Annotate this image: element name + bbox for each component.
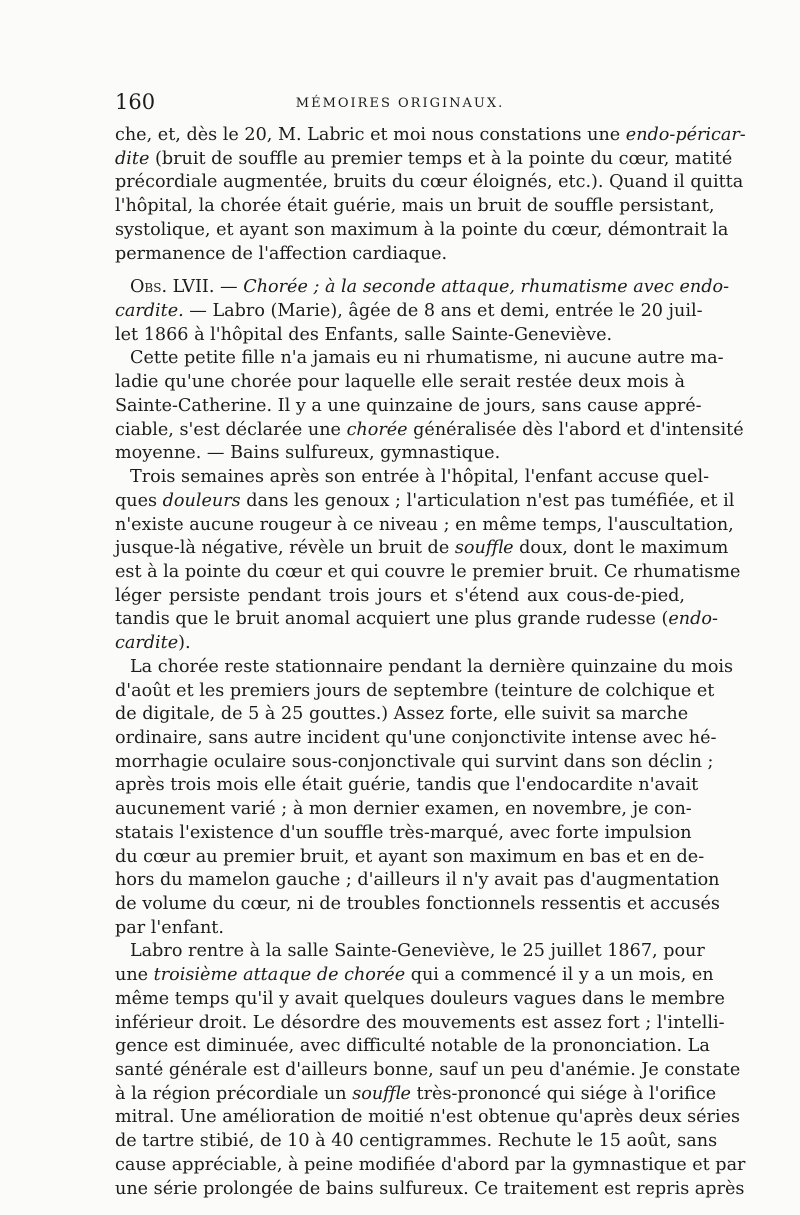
text-span: doux, dont le maximum <box>513 538 729 559</box>
text-line <box>115 1130 718 1154</box>
text-span: précordiale augmentée, bruits du cœur éloignés, etc.). Quand il quitta <box>115 172 744 193</box>
text-line <box>115 632 685 656</box>
text-span: Labro rentre à la salle Sainte-Geneviève, le 25 juillet 1867, pour <box>130 941 705 962</box>
text-span: de digitale, de 5 à 25 gouttes.) Assez forte, elle suivit sa marche <box>115 704 689 725</box>
text-span: qui a commencé il y a un mois, en <box>405 965 714 986</box>
text-span: tandis que le bruit anomal acquiert une plus grande rudesse ( <box>115 609 669 630</box>
italic-span: dite <box>115 148 150 169</box>
text-line <box>115 1012 725 1036</box>
text-span: systolique, et ayant son maximum à la pointe du cœur, démontrait la <box>115 219 729 240</box>
text-line <box>115 751 714 775</box>
text-line <box>115 1059 741 1083</box>
text-span: hors du mamelon gauche ; d'ailleurs il n'y avait pas d'augmentation <box>115 870 720 891</box>
text-line <box>115 1083 717 1107</box>
text-line <box>115 822 692 846</box>
text-span: ). <box>178 633 191 654</box>
italic-span: Chorée ; à la seconde attaque, rhumatisme avec endo- <box>243 277 730 298</box>
text-span: est à la pointe du cœur et qui couvre le premier bruit. Ce rhumatisme <box>115 561 741 582</box>
text-line <box>115 869 720 893</box>
text-span: ciable, s'est déclarée une <box>115 419 347 440</box>
text-span: permanence de l'affection cardiaque. <box>115 243 448 264</box>
text-span: ordinaire, sans autre incident qu'une conjonctivite intense avec hé- <box>115 727 717 748</box>
text-line <box>115 490 735 514</box>
italic-span: cardite. <box>115 301 184 322</box>
italic-span: cardite <box>115 633 179 654</box>
text-line <box>115 988 725 1012</box>
italic-span: souffle <box>352 1083 411 1104</box>
text-line <box>115 608 718 632</box>
text-span: La chorée reste stationnaire pendant la dernière quinzaine du mois <box>130 656 734 677</box>
text-line <box>115 300 703 324</box>
text-line <box>115 1154 746 1178</box>
text-line <box>115 442 685 466</box>
text-span: d'août et les premiers jours de septembre (teinture de colchique et <box>115 680 715 701</box>
text-line <box>115 514 734 538</box>
text-span: par l'enfant. <box>115 917 224 938</box>
text-span: inférieur droit. Le désordre des mouvements est assez fort ; l'intelli- <box>115 1012 725 1033</box>
body-text <box>115 124 746 1201</box>
text-span: (bruit de souffle au premier temps et à la pointe du cœur, matité <box>149 148 733 169</box>
text-span: de tartre stibié, de 10 à 40 centigrammes. Rechute le 15 août, sans <box>115 1131 718 1152</box>
running-title: MÉMOIRES ORIGINAUX. <box>295 96 505 111</box>
text-span: une série prolongée de bains sulfureux. Ce traitement est repris après <box>115 1178 745 1199</box>
text-line <box>115 276 730 300</box>
text-line <box>115 1106 741 1130</box>
text-line <box>115 537 729 561</box>
text-span: une <box>115 965 154 986</box>
text-line <box>115 195 715 219</box>
text-span: généralisée dès l'abord et d'intensité <box>407 419 744 440</box>
text-line <box>115 347 724 371</box>
text-line <box>115 1035 710 1059</box>
text-line <box>115 148 733 172</box>
text-span: ladie qu'une chorée pour laquelle elle serait restée deux mois à <box>115 372 685 393</box>
text-span: Cette petite fille n'a jamais eu ni rhumatisme, ni aucune autre ma- <box>130 348 724 369</box>
text-span: ques <box>115 490 163 511</box>
text-span: à la région précordiale un <box>115 1083 353 1104</box>
text-span: gence est diminuée, avec difficulté notable de la prononciation. La <box>115 1036 710 1057</box>
text-span: l'hôpital, la chorée était guérie, mais un bruit de souffle persistant, <box>115 196 715 217</box>
text-span: Obs. <box>130 277 168 298</box>
text-line <box>115 917 685 941</box>
italic-span: chorée <box>346 419 408 440</box>
text-line <box>115 774 699 798</box>
text-line <box>115 940 705 964</box>
italic-span: endo-péricar- <box>625 125 746 145</box>
paragraph-gap <box>115 266 685 276</box>
text-span: che, et, dès le 20, M. Labric et moi nous constations une <box>115 125 626 145</box>
text-line <box>115 680 715 704</box>
text-line <box>115 371 685 395</box>
text-line <box>115 1178 745 1202</box>
text-span: Sainte-Catherine. Il y a une quinzaine de jours, sans cause appré- <box>115 395 702 416</box>
page-number: 160 <box>115 90 156 114</box>
text-line <box>115 324 685 348</box>
text-line <box>115 964 714 988</box>
text-span: n'existe aucune rougeur à ce niveau ; en même temps, l'auscultation, <box>115 514 734 535</box>
text-line <box>115 395 702 419</box>
text-span: mitral. Une amélioration de moitié n'est obtenue qu'après deux séries <box>115 1107 741 1128</box>
text-line <box>115 846 705 870</box>
text-line <box>115 585 685 609</box>
text-span: let 1866 à l'hôpital des Enfants, salle Sainte-Geneviève. <box>115 324 613 345</box>
text-line <box>115 219 729 243</box>
text-line <box>115 798 692 822</box>
text-line <box>115 466 710 490</box>
text-line <box>115 656 734 680</box>
text-span: dans les genoux ; l'articulation n'est pas tuméfiée, et il <box>240 490 735 511</box>
text-span: même temps qu'il y avait quelques douleurs vagues dans le membre <box>115 988 725 1009</box>
italic-span: souffle <box>454 538 514 559</box>
text-span: moyenne. — Bains sulfureux, gymnastique. <box>115 443 501 464</box>
text-span: Trois semaines après son entrée à l'hôpital, l'enfant accuse quel- <box>130 467 710 488</box>
italic-span: endo- <box>668 609 718 630</box>
text-span: de volume du cœur, ni de troubles fonctionnels ressentis et accusés <box>115 894 720 914</box>
text-span: LVII. — <box>167 277 244 298</box>
text-span: après trois mois elle était guérie, tandis que l'endocardite n'avait <box>115 775 699 796</box>
text-span: du cœur au premier bruit, et ayant son maximum en bas et en de- <box>115 846 705 867</box>
text-span: jusque-là négative, révèle un bruit de <box>115 538 455 559</box>
text-line <box>115 243 685 267</box>
text-line <box>115 893 720 917</box>
text-span: aucunement varié ; à mon dernier examen, en novembre, je con- <box>115 799 692 820</box>
text-span: léger persiste pendant trois jours et s'étend aux cous-de-pied, <box>115 585 685 606</box>
text-line <box>115 419 744 443</box>
text-line <box>115 727 717 751</box>
page-header <box>115 90 685 116</box>
text-span: santé générale est d'ailleurs bonne, sauf un peu d'anémie. Je constate <box>115 1060 741 1081</box>
text-span: — Labro (Marie), âgée de 8 ans et demi, entrée le 20 juil- <box>183 301 703 322</box>
text-line <box>115 561 741 585</box>
text-line <box>115 124 746 148</box>
text-line <box>115 171 744 195</box>
text-line <box>115 703 689 727</box>
italic-span: troisième attaque de chorée <box>153 965 406 986</box>
text-span: statais l'existence d'un souffle très-marqué, avec forte impulsion <box>115 822 692 843</box>
text-span: morrhagie oculaire sous-conjonctivale qui survint dans son déclin ; <box>115 751 714 772</box>
text-span: très-prononcé qui siége à l'orifice <box>410 1083 717 1104</box>
text-span: cause appréciable, à peine modifiée d'abord par la gymnastique et par <box>115 1154 746 1175</box>
italic-span: douleurs <box>162 490 241 511</box>
